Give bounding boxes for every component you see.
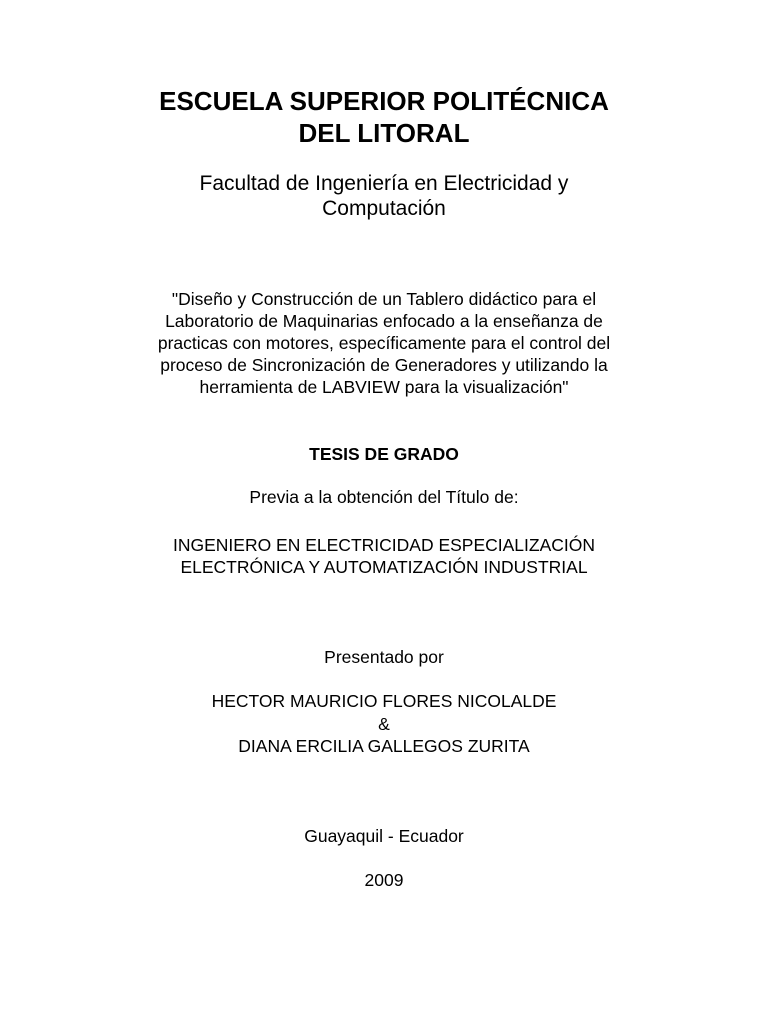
thesis-title-line-2: Laboratorio de Maquinarias enfocado a la enseñanza de (165, 311, 603, 331)
location: Guayaquil - Ecuador (304, 826, 464, 846)
institution-name-line-1: ESCUELA SUPERIOR POLITÉCNICA (159, 86, 609, 116)
year: 2009 (364, 870, 404, 890)
presented-by-label: Presentado por (324, 647, 444, 667)
degree-title-line-1: INGENIERO EN ELECTRICIDAD ESPECIALIZACIÓN (172, 535, 596, 555)
thesis-title-line-3: practicas con motores, específicamente para el control del (157, 333, 611, 353)
degree-intro: Previa a la obtención del Título de: (249, 487, 519, 507)
degree-title-line-2: ELECTRÓNICA Y AUTOMATIZACIÓN INDUSTRIAL (180, 557, 588, 577)
faculty-name-line-2: Computación (322, 197, 446, 220)
author-2: DIANA ERCILIA GALLEGOS ZURITA (238, 736, 530, 756)
authors-separator: & (378, 714, 390, 734)
thesis-title-line-4: proceso de Sincronización de Generadores y utilizando la (160, 355, 608, 375)
thesis-title-line-5: herramienta de LABVIEW para la visualización" (199, 377, 569, 397)
thesis-title-line-1: "Diseño y Construcción de un Tablero didáctico para el (171, 289, 597, 309)
author-1: HECTOR MAURICIO FLORES NICOLALDE (211, 691, 557, 711)
document-type: TESIS DE GRADO (309, 444, 459, 464)
faculty-name-line-1: Facultad de Ingeniería en Electricidad y (199, 172, 569, 195)
institution-name-line-2: DEL LITORAL (298, 118, 470, 148)
